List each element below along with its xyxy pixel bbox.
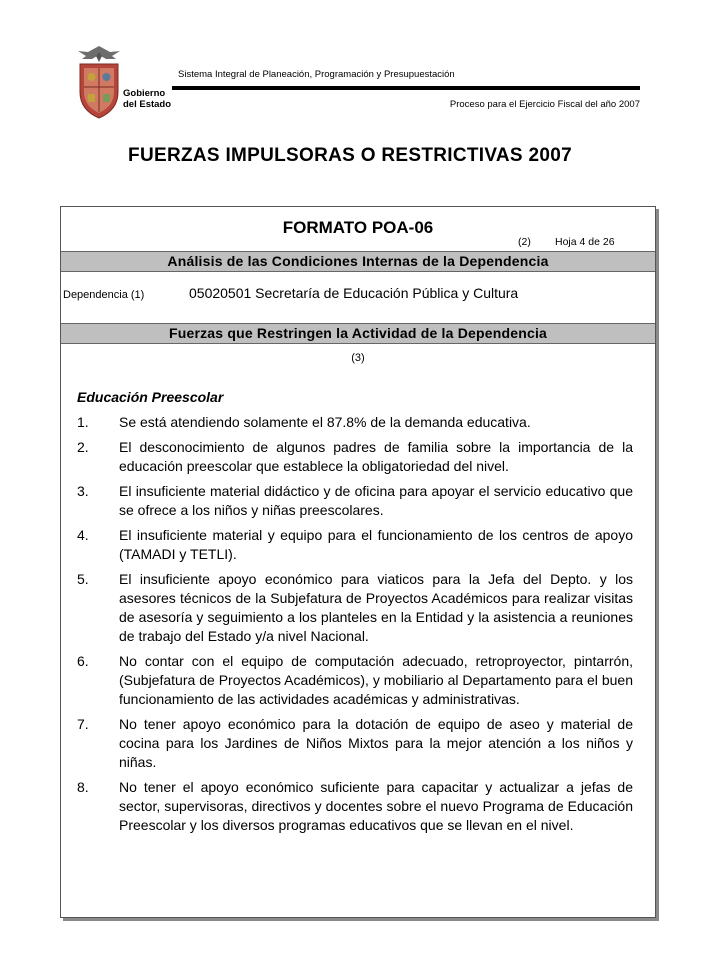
item-number: 8. bbox=[77, 779, 89, 795]
form-code: FORMATO POA-06 bbox=[282, 218, 434, 237]
ref-number-3: (3) bbox=[351, 352, 365, 364]
system-name: Sistema Integral de Planeación, Programación y Presupuestación bbox=[178, 69, 455, 80]
item-text: No tener el apoyo económico suficiente para capacitar y actualizar a jefas de sector, supervisoras, directivos y docentes sobre el nuevo Programa de Educación Preescolar y los diversos programas educativos que se llevan en el nivel. bbox=[119, 779, 633, 833]
page-count: Hoja 4 de 26 bbox=[555, 236, 615, 248]
fiscal-process: Proceso para el Ejercicio Fiscal del año 2007 bbox=[449, 99, 640, 110]
header-rule bbox=[172, 86, 640, 90]
item-number: 4. bbox=[77, 527, 89, 543]
list-item bbox=[77, 778, 633, 835]
list-item bbox=[77, 570, 633, 646]
dependency-label: Dependencia (1) bbox=[63, 289, 145, 301]
forces-list bbox=[77, 413, 633, 835]
item-number: 7. bbox=[77, 716, 89, 732]
item-text: El insuficiente apoyo económico para viaticos para la Jefa del Depto. y los asesores técnicos de la Subjefatura de Proyectos Académicos para realizar visitas de asesoría y seguimiento a los planteles en la Entidad y la asistencia a reuniones de trabajo del Estado y/a nivel Nacional. bbox=[119, 571, 633, 644]
government-line2: del Estado bbox=[123, 99, 172, 110]
state-seal-logo bbox=[74, 42, 124, 120]
item-text: El desconocimiento de algunos padres de familia sobre la importancia de la educación preescolar que establece la obligatoriedad del nivel. bbox=[119, 439, 633, 474]
page-title: FUERZAS IMPULSORAS O RESTRICTIVAS 2007 bbox=[128, 145, 572, 166]
analysis-header: Análisis de las Condiciones Internas de la Dependencia bbox=[61, 251, 655, 272]
form-box bbox=[60, 206, 656, 918]
list-item bbox=[77, 482, 633, 520]
item-number: 2. bbox=[77, 439, 89, 455]
item-text: Se está atendiendo solamente el 87.8% de la demanda educativa. bbox=[119, 414, 531, 430]
section-title: Educación Preescolar bbox=[77, 389, 224, 405]
ref-number-2: (2) bbox=[518, 236, 531, 248]
item-number: 1. bbox=[77, 414, 89, 430]
list-item bbox=[77, 652, 633, 709]
item-number: 6. bbox=[77, 653, 89, 669]
item-text: No tener apoyo económico para la dotación de equipo de aseo y material de cocina para los Jardines de Niños Mixtos para la mejor atención a los niños y niñas. bbox=[119, 716, 633, 770]
government-label bbox=[123, 88, 171, 110]
list-item bbox=[77, 438, 633, 476]
item-text: No contar con el equipo de computación adecuado, retroproyector, pintarrón, (Subjefatura de Proyectos Académicos), y mobiliario al Departamento para el buen funcionamiento de las actividades académicas y administrativas. bbox=[119, 653, 633, 707]
item-number: 3. bbox=[77, 483, 89, 499]
item-text: El insuficiente material y equipo para el funcionamiento de los centros de apoyo (TAMADI y TETLI). bbox=[119, 527, 633, 562]
restricting-forces-header: Fuerzas que Restringen la Actividad de la Dependencia bbox=[61, 323, 655, 344]
item-number: 5. bbox=[77, 571, 89, 587]
government-line1: Gobierno bbox=[123, 88, 166, 99]
list-item bbox=[77, 526, 633, 564]
dependency-value: 05020501 Secretaría de Educación Pública y Cultura bbox=[189, 285, 519, 301]
item-text: El insuficiente material didáctico y de oficina para apoyar el servicio educativo que se ofrece a los niños y niñas preescolares. bbox=[119, 483, 633, 518]
list-item bbox=[77, 413, 633, 432]
forces-content bbox=[77, 388, 633, 841]
list-item bbox=[77, 715, 633, 772]
